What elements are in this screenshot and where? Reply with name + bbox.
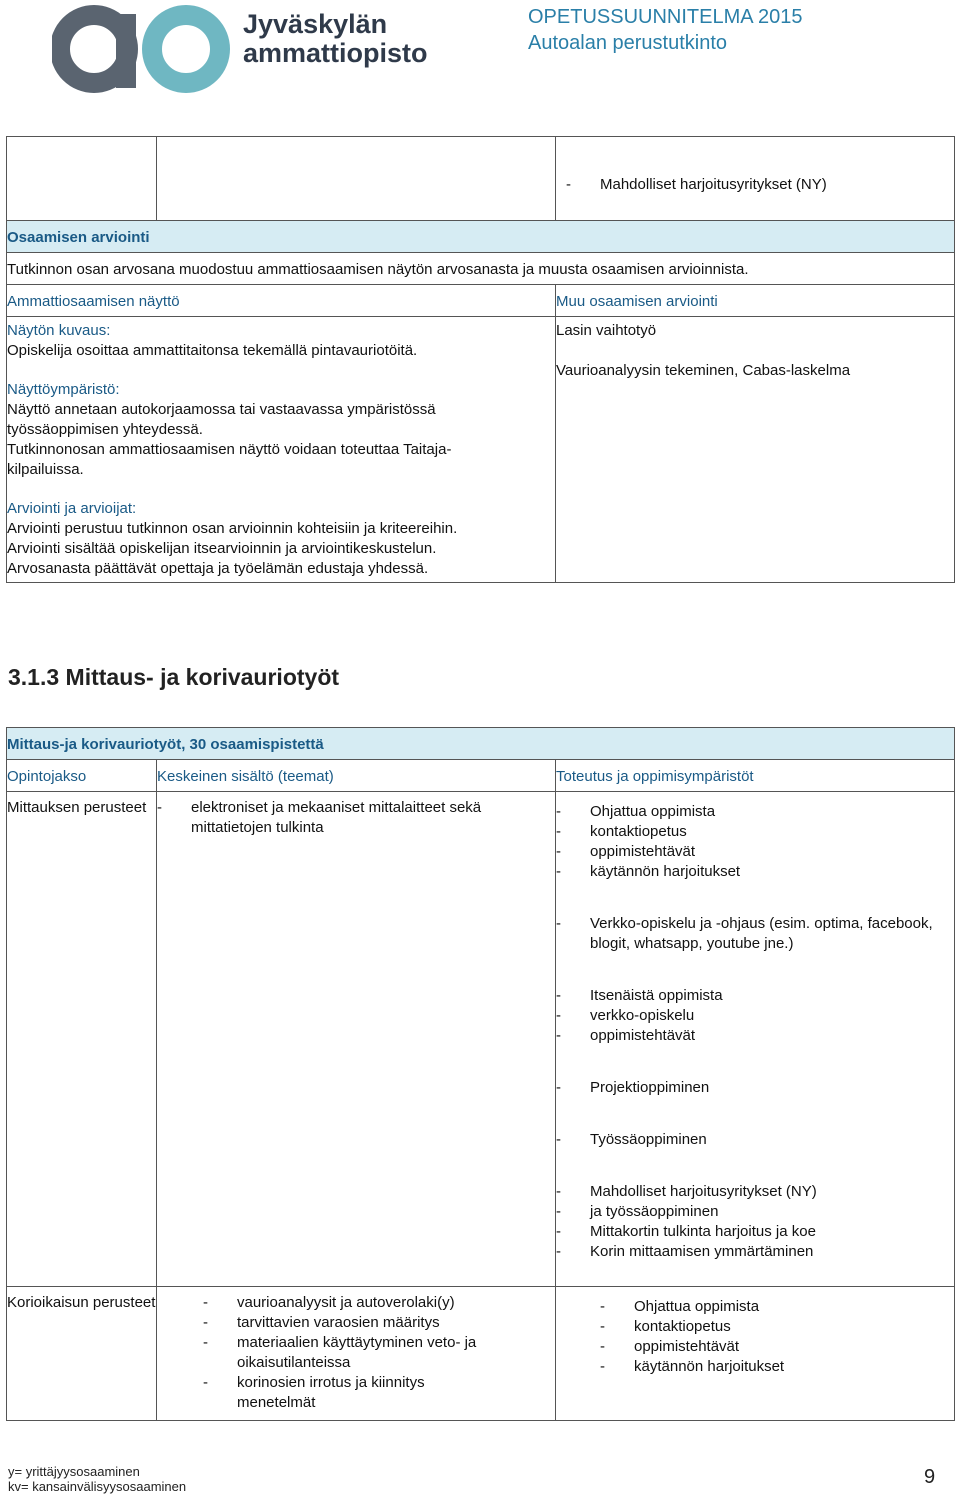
environment-text-2: Tutkinnonosan ammattiosaamisen näyttö voidaan toteuttaa Taitaja-kilpailuissa.	[7, 441, 452, 478]
assessors-text-2: Arviointi sisältää opiskelijan itsearvioinnin ja arviointikeskustelun.	[7, 540, 437, 557]
carry-over-item: Mahdolliset harjoitusyritykset (NY)	[600, 176, 827, 193]
page-number: 9	[924, 1466, 936, 1488]
table-row	[7, 1287, 955, 1421]
list-item: - tarvittavien varaosien määritys	[203, 1313, 503, 1333]
col-header-delivery: Toteutus ja oppimisympäristöt	[556, 760, 955, 792]
environment-label: Näyttöympäristö:	[7, 381, 120, 398]
list-item: - Ohjattua oppimista	[600, 1297, 954, 1317]
course-header-row	[7, 760, 955, 792]
list-item: - materiaalien käyttäytyminen veto- ja oikaisutilanteissa	[203, 1333, 503, 1373]
other-item-2: Vaurioanalyysin tekeminen, Cabas-laskelma	[556, 362, 851, 379]
document-title: OPETUSSUUNNITELMA 2015	[528, 6, 803, 28]
list-item: - kontaktiopetus	[556, 822, 954, 842]
logo-line-2: ammattiopisto	[243, 38, 428, 68]
delivery-cell	[556, 792, 955, 1287]
assessment-title: Osaamisen arviointi	[7, 221, 955, 253]
list-item: - oppimistehtävät	[600, 1337, 954, 1357]
legend-kv: kv= kansainvälisyysosaaminen	[8, 1479, 187, 1494]
environment-text: Näyttö annetaan autokorjaamossa tai vastaavassa ympäristössä työssäoppimisen yhteydessä.	[7, 401, 436, 438]
col-header-content: Keskeinen sisältö (teemat)	[157, 760, 556, 792]
course-table	[6, 727, 955, 1421]
col-header-module: Opintojakso	[7, 760, 157, 792]
skills-demo-details	[7, 317, 556, 583]
description-text: Opiskelija osoittaa ammattitaitonsa tekemällä pintavauriotöitä.	[7, 342, 418, 359]
logo-ao-mark	[52, 0, 232, 96]
list-item: - Verkko-opiskelu ja -ohjaus (esim. optima, facebook, blogit, whatsapp, youtube jne.)	[556, 914, 954, 954]
list-item: - Mahdolliset harjoitusyritykset (NY)	[556, 1182, 954, 1202]
assessors-text-1: Arviointi perustuu tutkinnon osan arvioinnin kohteisiin ja kriteereihin.	[7, 520, 458, 537]
other-assessment-details	[556, 317, 955, 583]
list-item: - Itsenäistä oppimista	[556, 986, 954, 1006]
legend-y: y= yrittäjyysosaaminen	[8, 1464, 140, 1479]
other-assessment-heading: Muu osaamisen arviointi	[556, 285, 955, 317]
module-name: Mittauksen perusteet	[7, 792, 157, 1287]
list-item: - Korin mittaamisen ymmärtäminen	[556, 1242, 954, 1262]
document-header	[528, 4, 803, 56]
content-cell	[157, 1287, 556, 1421]
description-label: Näytön kuvaus:	[7, 322, 111, 339]
logo-wordmark	[243, 10, 428, 68]
footer-legend	[8, 1464, 186, 1494]
content-list	[157, 798, 555, 838]
list-item: - ja työssäoppiminen	[556, 1202, 954, 1222]
list-item: - oppimistehtävät	[556, 1026, 954, 1046]
list-item: - korinosien irrotus ja kiinnitys menetelmät	[203, 1373, 503, 1413]
list-item: - Ohjattua oppimista	[556, 802, 954, 822]
assessment-table	[6, 136, 955, 583]
assessors-text-3: Arvosanasta päättävät opettaja ja työelämän edustaja yhdessä.	[7, 560, 429, 577]
course-title: Mittaus-ja korivauriotyöt, 30 osaamispistettä	[7, 728, 955, 760]
list-item: - elektroniset ja mekaaniset mittalaitteet sekä mittatietojen tulkinta	[157, 798, 555, 838]
content-cell	[157, 792, 556, 1287]
section-heading: 3.1.3 Mittaus- ja korivauriotyöt	[8, 664, 340, 690]
other-item-1: Lasin vaihtotyö	[556, 322, 657, 339]
delivery-cell	[556, 1287, 955, 1421]
list-item: - verkko-opiskelu	[556, 1006, 954, 1026]
document-subtitle: Autoalan perustutkinto	[528, 32, 728, 54]
skills-demo-heading: Ammattiosaamisen näyttö	[7, 285, 556, 317]
table-row	[7, 792, 955, 1287]
module-name: Korioikaisun perusteet	[7, 1287, 157, 1421]
list-item: - Projektioppiminen	[556, 1078, 954, 1098]
list-item: - kontaktiopetus	[600, 1317, 954, 1337]
content-list	[203, 1293, 503, 1413]
list-item: - Työssäoppiminen	[556, 1130, 954, 1150]
list-item: - vaurioanalyysit ja autoverolaki(y)	[203, 1293, 503, 1313]
list-item: - Mittakortin tulkinta harjoitus ja koe	[556, 1222, 954, 1242]
list-item: - käytännön harjoitukset	[556, 862, 954, 882]
list-item: - oppimistehtävät	[556, 842, 954, 862]
logo-line-1: Jyväskylän	[243, 9, 388, 39]
assessors-label: Arviointi ja arvioijat:	[7, 500, 137, 517]
assessment-intro: Tutkinnon osan arvosana muodostuu ammattiosaamisen näytön arvosanasta ja muusta osaamisen arvioinnista.	[7, 253, 955, 285]
carry-over-row: - Mahdolliset harjoitusyritykset (NY)	[7, 137, 955, 221]
list-item: - käytännön harjoitukset	[600, 1357, 954, 1377]
